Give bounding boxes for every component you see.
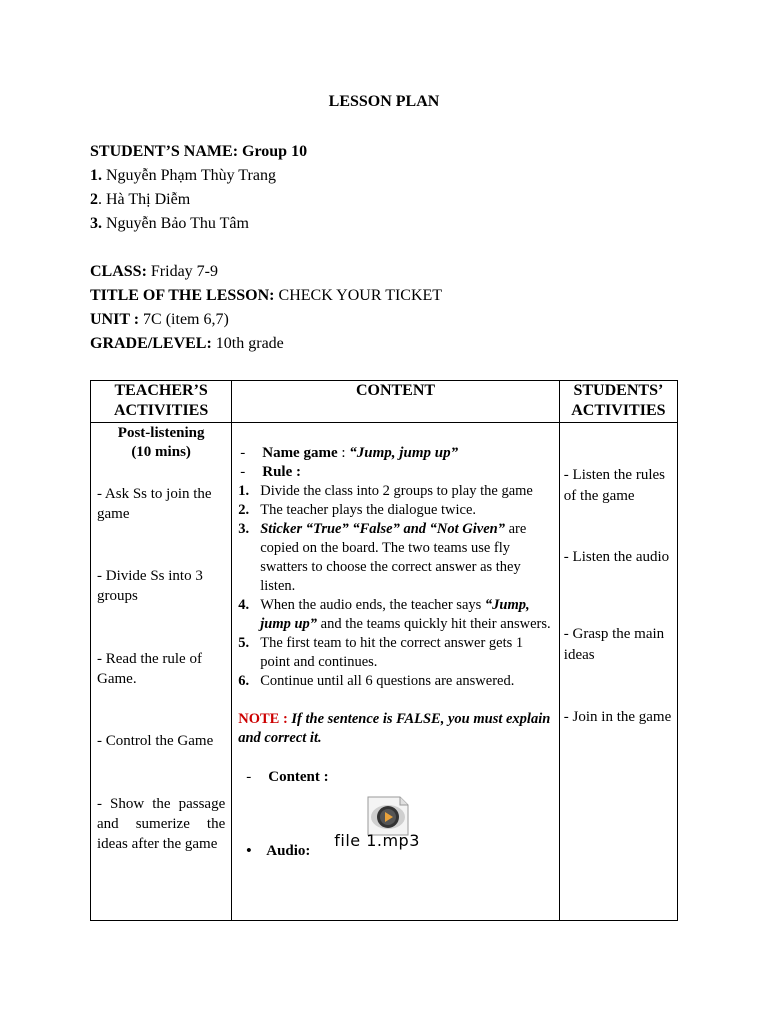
list-item: 1. Divide the class into 2 groups to play the game [238, 483, 533, 499]
lesson-plan-table [90, 380, 678, 921]
class-line: CLASS: Friday 7-9 [90, 263, 219, 280]
table-header-row [91, 381, 678, 423]
list-item: 3. Sticker “True” “False” and “Not Given” are copied on the board. The two teams use fly swatters to choose the correct answer as they listen. [238, 521, 527, 594]
student-2: 2. Hà Thị Diễm [90, 191, 191, 208]
audio-label: • Audio: [246, 843, 311, 859]
teacher-activities-cell [91, 423, 232, 921]
teacher-activity: - Ask Ss to join the game [97, 486, 212, 522]
teacher-activity: - Control the Game [97, 733, 214, 749]
note: NOTE : If the sentence is FALSE, you must explain and correct it. [238, 711, 551, 746]
content-line: - Content : [246, 769, 329, 785]
audio-file-name[interactable]: file 1.mp3 [334, 831, 420, 850]
lesson-header [90, 140, 442, 356]
student-activities-cell [559, 423, 677, 921]
table-row [91, 423, 678, 921]
student-name-label: STUDENT’S NAME: Group 10 [90, 143, 308, 160]
list-item: 4. When the audio ends, the teacher says “Jump, jump up” and the teams quickly hit their answers. [238, 597, 551, 632]
unit-line: UNIT : 7C (item 6,7) [90, 311, 229, 328]
lesson-title-line: TITLE OF THE LESSON: CHECK YOUR TICKET [90, 287, 443, 304]
student-1: 1. Nguyễn Phạm Thùy Trang [90, 167, 276, 184]
rule-line: - Rule : [240, 464, 301, 480]
stage-label: Post-listening (10 mins) [117, 425, 205, 460]
audio-file-icon[interactable] [366, 796, 410, 836]
student-activity: - Listen the rules of the game [563, 467, 666, 504]
teacher-activity: - Read the rule of Game. [97, 651, 202, 687]
list-item: 6. Continue until all 6 questions are answered. [238, 673, 515, 689]
content-cell [232, 423, 560, 921]
student-3: 3. Nguyễn Bảo Thu Tâm [90, 215, 249, 232]
header-student-activities: STUDENTS’ ACTIVITIES [559, 381, 677, 423]
name-game-line: - Name game : “Jump, jump up” [240, 445, 459, 461]
page-title: LESSON PLAN [328, 93, 440, 110]
list-item: 5. The first team to hit the correct answer gets 1 point and continues. [238, 635, 524, 670]
student-activity: - Join in the game [563, 709, 672, 725]
list-item: 2. The teacher plays the dialogue twice. [238, 502, 477, 518]
header-content: CONTENT [232, 381, 560, 423]
student-activity: - Listen the audio [563, 549, 670, 565]
rules-list [238, 482, 553, 691]
student-activity: - Grasp the main ideas [563, 626, 665, 663]
teacher-activity: - Show the passage and sumerize the ideas after the game [97, 796, 226, 852]
audio-area [238, 787, 553, 907]
header-teacher-activities: TEACHER’S ACTIVITIES [91, 381, 232, 423]
teacher-activity: - Divide Ss into 3 groups [97, 568, 203, 604]
grade-line: GRADE/LEVEL: 10th grade [90, 335, 284, 352]
